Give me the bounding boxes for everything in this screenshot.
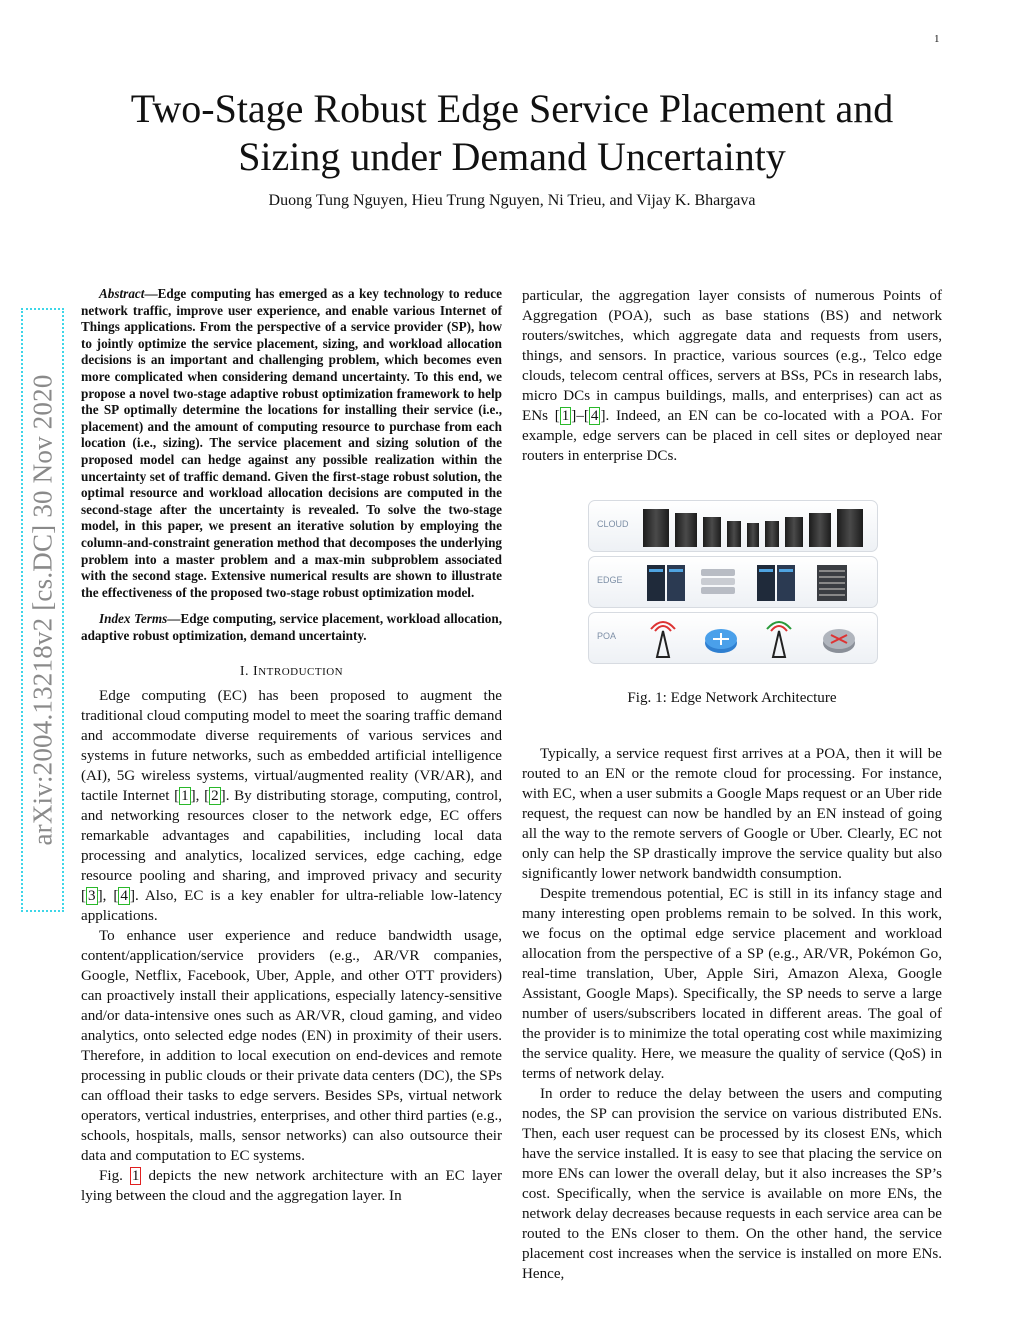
intro-paragraph-4: Typically, a service request first arrives at a POA, then it will be routed to an EN or the remote cloud for processing. For instance, with EC, when a user submits a Google Maps request or an Uber ride request, the request can now be handled by an EN instead of going all the way to the remote servers of Google or Uber. Clearly, EC not only can help the SP drastically improve the service quality but also significantly lower network bandwidth consumption. (522, 746, 942, 882)
poa-layer-label: POA (597, 631, 617, 641)
abstract-label: Abstract (99, 286, 145, 301)
poa-devices-icon (641, 615, 871, 661)
index-terms-label: Index Terms (99, 611, 168, 627)
intro-paragraph-1: Edge computing (EC) has been proposed to augment the traditional cloud computing model to meet the soaring traffic demand and accommodate diverse requirements of various services and systems in future networks, such as embedded artificial intelligence (AI), 5G wireless systems, virtual/augmented reality (VR/AR), and tactile Internet [ 1 ], [ 2 ]. By distributing storage, computing, control, and networking resources closer to the network edge, EC offers remarkable advantages and capabilities, including local data processing and analytics, localized services, edge caching, edge resource pooling and sharing, and improved privacy and security [ 3 ], [ 4 ]. Also, EC is a key enabler for ultra-reliable low-latency applications. (81, 688, 503, 925)
index-terms: Index Terms—Edge computing, service placement, workload allocation, adaptive robust optimization, demand uncertainty. (81, 611, 502, 643)
arxiv-stamp[interactable] (21, 308, 64, 912)
edge-servers-icon (641, 559, 871, 605)
cloud-servers-icon (641, 503, 871, 549)
index-terms-text: Edge computing, service placement, workload allocation, adaptive robust optimization, demand uncertainty. (81, 611, 502, 643)
cloud-layer-panel (588, 500, 878, 552)
intro-paragraph-3: Fig. 1 depicts the new network architecture with an EC layer lying between the cloud and the aggregation layer. In (81, 1168, 502, 1205)
citation-link[interactable]: 4 (590, 408, 599, 424)
left-column (81, 286, 502, 1206)
figure-edge-architecture (522, 500, 942, 714)
intro-paragraph-2: To enhance user experience and reduce bandwidth usage, content/application/service providers (e.g., AR/VR companies, Google, Netflix, Facebook, Uber, Apple, and other OTT providers) can proactively install their applications, especially latency-sensitive and/or data-intensive ones such as AR/VR, cloud gaming, and video analytics, onto selected edge nodes (EN) in proximity of their users. Therefore, in addition to local execution on end-devices and remote processing in public clouds or their private data centers (DC), the SPs can offload their tasks to edge servers. Besides SPs, virtual network operators, vertical industries, enterprises, and other third parties (e.g., schools, hospitals, malls, sensor networks) can also outsource their data and computation to EC systems. (81, 928, 502, 1165)
figure-caption: Fig. 1: Edge Network Architecture (627, 690, 837, 706)
abstract-text: Edge computing has emerged as a key technology to reduce network traffic, improve user experience, and enable various Internet of Things applications. From the perspective of a service provider (SP), how to jointly optimize the service placement, sizing, and workload allocation decisions is an important and challenging problem, which becomes even more complicated when considering demand uncertainty. To this end, we propose a novel two-stage adaptive robust optimization framework to help the SP optimally determine the locations for installing their service (i.e., placement) and the amount of computing resource to purchase from each location (i.e., sizing). The service placement and sizing solution of the proposed model can hedge against any possible realization within the uncertainty set of traffic demand. Given the first-stage robust solution, the optimal resource and workload allocation decisions are computed in the second-stage after the uncertainty is revealed. To solve the two-stage model, in this paper, we present an iterative solution by employing the column-and-constraint generation method that decomposes the underlying problem into a master problem and a max-min subproblem associated with the second stage. Extensive numerical results are shown to illustrate the effectiveness of the proposed two-stage robust optimization model. (81, 286, 502, 600)
author-list: Duong Tung Nguyen, Hieu Trung Nguyen, Ni Trieu, and Vijay K. Bhargava (268, 192, 756, 209)
poa-layer-panel (588, 612, 878, 664)
citation-link[interactable]: 1 (181, 788, 189, 805)
citation-link[interactable]: 1 (561, 408, 570, 424)
right-body-text (522, 744, 942, 1284)
intro-paragraph-continued: particular, the aggregation layer consists of numerous Points of Aggregation (POA), such as base stations (BS) and network routers/switches, which aggregate data and requests from users, things, and sensors. In practice, various sources (e.g., Telco edge clouds, telecom central offices, servers at BSs, PCs in research labs, micro DCs in campus buildings, malls, and enterprises) can act as ENs [ 1 ]–[ 4 ]. Indeed, an EN can be co-located with a POA. For example, edge servers can be placed in cell sites or deployed near routers in enterprise DCs. (522, 288, 942, 464)
abstract: Abstract—Edge computing has emerged as a key technology to reduce network traffic, improve user experience, and enable various Internet of Things applications. From the perspective of a service provider (SP), how to jointly optimize the service placement, sizing, and workload allocation decisions is an important and challenging problem, which becomes even more complicated when considering demand uncertainty. To this end, we propose a novel two-stage adaptive robust optimization framework to help the SP optimally determine the locations for installing their service (i.e., placement) and the amount of computing resource to purchase from each location (i.e., sizing). The service placement and sizing solution of the proposed model can hedge against any possible realization within the uncertainty set of traffic demand. Given the first-stage robust solution, the optimal resource and workload allocation decisions are computed in the second-stage after the uncertainty is revealed. To solve the two-stage model, in this paper, we present an iterative solution by employing the column-and-constraint generation method that decomposes the underlying problem into a master problem and a max-min subproblem associated with the second stage. Extensive numerical results are shown to illustrate the effectiveness of the proposed two-stage robust optimization model. (81, 286, 502, 600)
figure-reference-link[interactable]: 1 (131, 1168, 140, 1185)
cloud-layer-label: CLOUD (597, 519, 629, 529)
edge-layer-label: EDGE (597, 575, 623, 585)
citation-link[interactable]: 4 (120, 888, 128, 905)
citation-link[interactable]: 2 (211, 788, 219, 805)
intro-paragraph-6: In order to reduce the delay between the users and computing nodes, the SP can provision the service on various distributed ENs. Then, each user request can be processed by its closest ENs, which have the service installed. It is easy to see that placing the service on more ENs can lower the overall delay, but it also increases the SP’s cost. Specifically, when the service is available on more ENs, the network delay decreases because requests in each service area can be routed to the ENs closer to them. On the other hand, the service placement cost increases when the service is installed on more ENs. Hence, (522, 1086, 942, 1282)
page-number: 1 (934, 33, 940, 45)
section-heading-introduction: I. INTRODUCTION (239, 664, 344, 680)
edge-layer-panel (588, 556, 878, 608)
citation-link[interactable]: 3 (88, 888, 96, 905)
paper-title: Two-Stage Robust Edge Service Placement and Sizing under Demand Uncertainty (130, 86, 894, 179)
arxiv-identifier: arXiv:2004.13218v2 [cs.DC] 30 Nov 2020 (27, 374, 57, 846)
intro-paragraph-5: Despite tremendous potential, EC is still in its infancy stage and many interesting open problems remain to be solved. In this work, we focus on the optimal edge service placement and workload allocation from the perspective of a SP (e.g., AR/VR, Pokémon Go, real-time translation, Uber, Apple Siri, Amazon Alexa, Google Assistant, Google Maps). Specifically, the SP needs to serve a large number of users/subscribers located in different areas. The goal of the provider is to minimize the total operating cost while maximizing the service quality. Here, we measure the quality of service (QoS) in terms of network delay. (522, 886, 942, 1082)
right-column (522, 286, 942, 1284)
